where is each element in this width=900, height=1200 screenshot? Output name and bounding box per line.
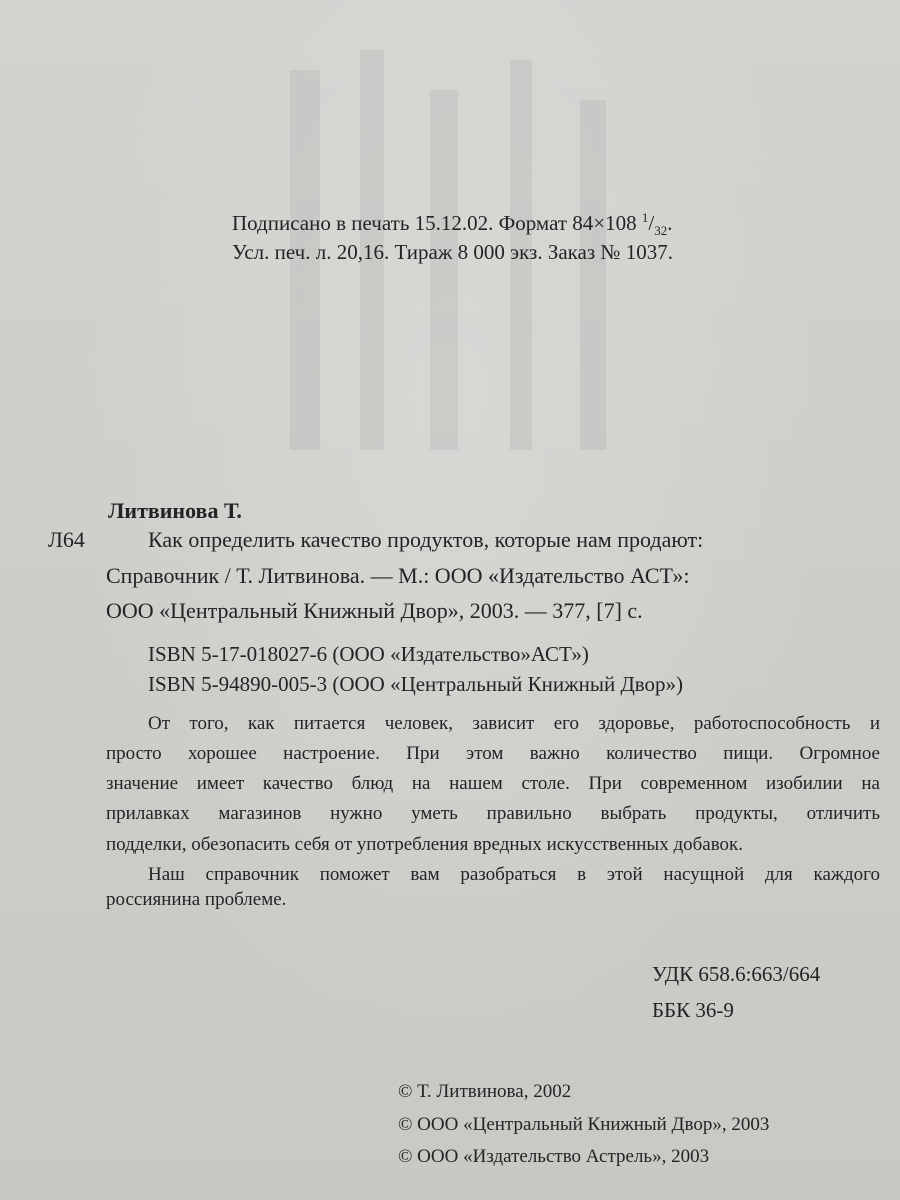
annotation-line: россиянина проблеме. (106, 889, 287, 910)
format-fraction-numerator: 1 (641, 210, 649, 225)
bbk-code: ББК 36-9 (652, 998, 734, 1022)
print-info-line-2: Усл. печ. л. 20,16. Тираж 8 000 экз. Заказ № 1037. (232, 240, 673, 264)
catalog-entry-line-2: Справочник / Т. Литвинова. — М.: ООО «Издательство АСТ»: (106, 563, 690, 588)
annotation-line: Наш справочник поможет вам разобраться в этой насущной для каждого (148, 864, 880, 885)
print-info-period: . (667, 211, 673, 235)
author-name: Литвинова Т. (108, 498, 242, 523)
annotation-line: значение имеет качество блюд на нашем столе. При современном изобилии на (106, 773, 880, 794)
format-fraction-separator: / (648, 211, 655, 235)
catalog-entry-line-3: ООО «Центральный Книжный Двор», 2003. — 377, [7] с. (106, 598, 643, 623)
annotation-line: подделки, обезопасить себя от употребления вредных искусственных добавок. (106, 834, 744, 855)
annotation-line: прилавках магазинов нужно уметь правильно выбрать продукты, отличить (106, 803, 880, 824)
format-fraction-denominator: 32 (654, 223, 668, 239)
isbn-1: ISBN 5-17-018027-6 (ООО «Издательство»АСТ») (148, 642, 589, 666)
print-info-text: Подписано в печать 15.12.02. Формат 84×108 (232, 211, 637, 235)
copyright-line: © ООО «Издательство Астрель», 2003 (398, 1146, 710, 1167)
isbn-2: ISBN 5-94890-005-3 (ООО «Центральный Книжный Двор») (148, 672, 684, 696)
annotation-line: просто хорошее настроение. При этом важно количество пищи. Огромное (106, 743, 880, 764)
annotation-line: От того, как питается человек, зависит его здоровье, работоспособность и (148, 713, 880, 734)
catalog-entry-line-1: Как определить качество продуктов, которые нам продают: (148, 527, 704, 552)
copyright-line: © Т. Литвинова, 2002 (398, 1081, 572, 1102)
udk-code: УДК 658.6:663/664 (652, 962, 821, 986)
copyright-line: © ООО «Центральный Книжный Двор», 2003 (398, 1114, 770, 1135)
catalog-code: Л64 (48, 527, 85, 552)
